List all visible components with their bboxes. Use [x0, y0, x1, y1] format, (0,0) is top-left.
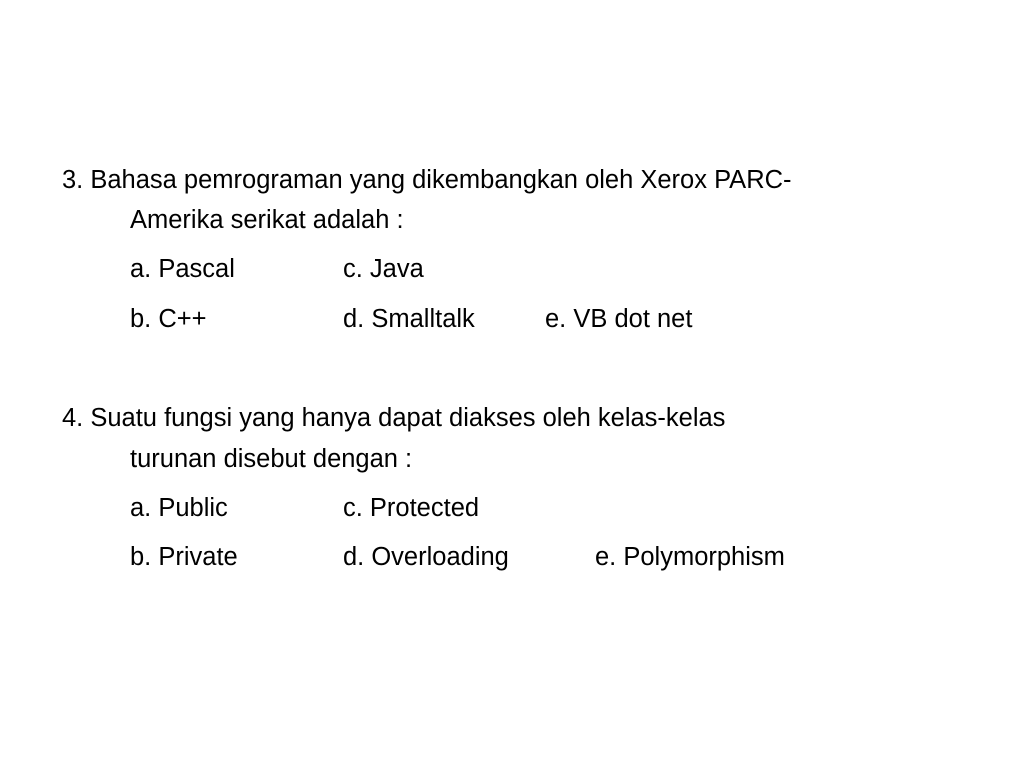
question-4-option-c: c. Protected: [343, 494, 480, 522]
question-3-line-2: Amerika serikat adalah :: [130, 206, 404, 234]
question-4-line-1: 4. Suatu fungsi yang hanya dapat diakses oleh kelas-kelas: [62, 404, 726, 432]
question-4-option-d: d. Overloading: [343, 543, 509, 571]
question-3-option-d: d. Smalltalk: [343, 305, 475, 333]
question-3-option-b: b. C++: [130, 305, 207, 333]
question-3-option-e: e. VB dot net: [545, 305, 693, 333]
question-3-option-c: c. Java: [343, 255, 424, 283]
question-4-option-a: a. Public: [130, 494, 228, 522]
question-4-option-e: e. Polymorphism: [595, 543, 785, 571]
question-3-line-1: 3. Bahasa pemrograman yang dikembangkan oleh Xerox PARC-: [62, 166, 792, 194]
question-3-option-a: a. Pascal: [130, 255, 235, 283]
question-4-option-b: b. Private: [130, 543, 238, 571]
question-4-line-2: turunan disebut dengan :: [130, 445, 413, 473]
